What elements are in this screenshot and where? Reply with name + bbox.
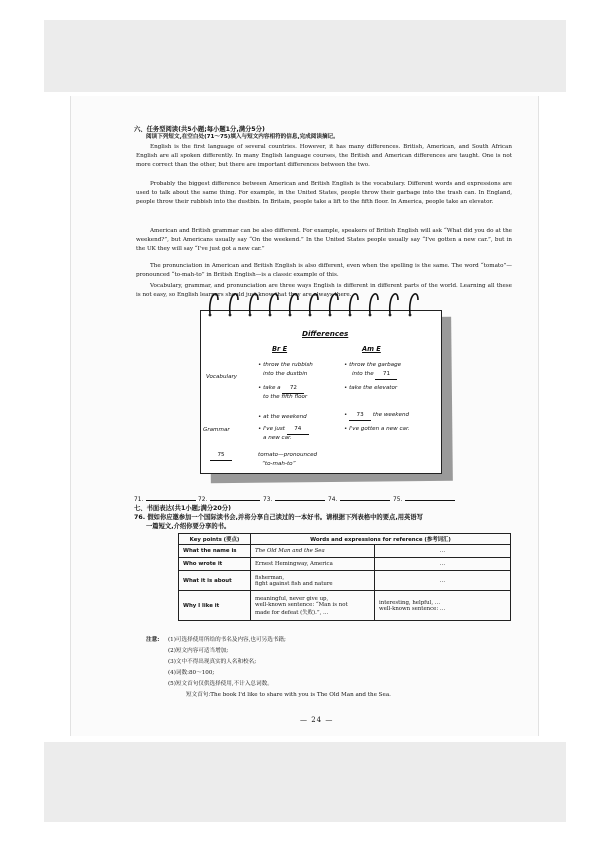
br-vocab-1b: into the dustbin: [263, 371, 308, 377]
am-grammar-2: • I've gotten a new car.: [344, 426, 410, 432]
note-3: (3)文中不得出现真实的人名和校名;: [168, 659, 257, 665]
question76-line2: 一篇短文,介绍你要分享的书。: [146, 523, 231, 530]
answer-74[interactable]: 74.: [328, 494, 390, 503]
header-reference-words: Words and expressions for reference (参考词汇): [251, 534, 511, 545]
answer-75[interactable]: 75.: [393, 494, 455, 503]
table-row: [179, 591, 511, 621]
note-1: (1)可选择使用所给的书名及内容,也可另选书籍;: [168, 637, 286, 643]
br-vocab-2b: to the fifth floor: [263, 394, 308, 400]
key-name: What the name is: [179, 545, 251, 558]
answer-73[interactable]: 73.: [263, 494, 325, 503]
notes-label: 注意:: [146, 637, 160, 643]
page-number: — 24 —: [300, 716, 334, 724]
ref-author: Ernest Hemingway, America: [251, 558, 375, 571]
ref-book-title: The Old Man and the Sea: [251, 545, 375, 558]
ref-about: fisherman, fight against fish and nature: [251, 571, 375, 591]
br-pronunciation-1: tomato—pronounced: [258, 452, 318, 458]
am-grammar-1: • 73 the weekend: [344, 411, 409, 421]
am-vocab-2: • take the elevator: [344, 385, 398, 391]
note-2: (2)短文内容可适当增加;: [168, 648, 229, 654]
key-author: Who wrote it: [179, 558, 251, 571]
table-header-row: [179, 534, 511, 545]
key-about: What it is about: [179, 571, 251, 591]
blank-74: 74: [287, 425, 309, 435]
note-5: (5)短文首句仅供选择使用,不计入总词数。: [168, 681, 273, 687]
notebook-spiral-rings: [204, 284, 438, 318]
br-grammar-1: • at the weekend: [258, 414, 307, 420]
column-br-english: Br E: [272, 345, 288, 353]
br-vocab-2: • take a 72: [258, 384, 304, 394]
reading-paragraph-3: American and British grammar can be also different. For example, speakers of British English will ask “What did you do at the weekend?”, but Americans usually say “On the weekend.” In the United States people usually say “I've gotten a new car.”, but in the UK they will say “I've just got a new car.”: [136, 228, 512, 252]
section6-instruction: 阅读下列短文,在空白处(71～75)填入与短文内容相符的信息,完成阅读摘记。: [146, 134, 339, 140]
ref-why-extra: interesting, helpful, … well-known sentence: …: [375, 591, 511, 621]
br-grammar-2b: a new car.: [263, 435, 292, 441]
ref-more: …: [375, 571, 511, 591]
row-label-vocabulary: Vocabulary: [206, 374, 238, 380]
scan-margin-bottom: [44, 742, 566, 822]
key-why: Why I like it: [179, 591, 251, 621]
scan-margin-top: [44, 20, 566, 92]
reading-paragraph-4: The pronunciation in American and British English is also different, even when the spelling is the same. The word “tomato”—pronounced “to-mah-to” in British English—is a classic example of this.: [136, 263, 512, 278]
row-label-pronunciation: [210, 451, 232, 461]
blank-72: 72: [282, 384, 304, 394]
table-row: [179, 545, 511, 558]
header-key-points: Key points (要点): [179, 534, 251, 545]
answer-72[interactable]: 72.: [198, 494, 260, 503]
ref-more: …: [375, 545, 511, 558]
blank-75: 75: [210, 451, 232, 461]
section7-heading: 七、书面表达(共1小题;满分20分): [134, 505, 231, 512]
table-row: [179, 571, 511, 591]
br-grammar-2: • I've just 74: [258, 425, 309, 435]
reading-paragraph-1: English is the first language of several countries. However, it has many differences. British, American, and South African English are all spoken differently. In many English language courses, the British and American differences are taught. One is not more correct than the other, but there are important differences between the two.: [136, 144, 512, 168]
table-row: [179, 558, 511, 571]
column-am-english: Am E: [362, 345, 381, 353]
am-vocab-1b: into the 71: [352, 370, 397, 380]
note-4: (4)词数:80～100;: [168, 670, 215, 676]
row-label-grammar: Grammar: [203, 427, 230, 433]
br-vocab-1a: • throw the rubbish: [258, 362, 313, 368]
notebook-title: Differences: [302, 329, 349, 338]
blank-71: 71: [375, 370, 397, 380]
am-vocab-1a: • throw the garbage: [344, 362, 402, 368]
reading-paragraph-2: Probably the biggest difference between American and British English is the vocabulary. Different words and expressions are used to talk about the same thing. For example, in the United States, people throw their garbage into the trash can. In England, people throw their rubbish into the dustbin. In Britain, people take a lift to the fifth floor. In America, people take an elevator.: [136, 181, 512, 205]
ref-more: …: [375, 558, 511, 571]
answer-71[interactable]: 71.: [134, 494, 196, 503]
key-points-table: [178, 533, 511, 621]
question76-line1: 76. 假如你应邀参加一个国际读书会,并将分享自己读过的一本好书。请根据下列表格中的要点,用英语写: [134, 514, 423, 521]
blank-73: 73: [349, 411, 371, 421]
first-sentence: 短文首句:The book I'd like to share with you is The Old Man and the Sea.: [186, 692, 391, 698]
reading-paragraph-5: Vocabulary, grammar, and pronunciation are three ways English is different in different parts of the world. Learning all these is not easy, so English learners should just know that they are always there.: [136, 283, 512, 298]
section6-heading: 六、任务型阅读(共5小题;每小题1分,满分5分): [134, 126, 265, 133]
br-pronunciation-2: “to-mah-to”: [262, 461, 296, 467]
ref-why: meaningful, never give up, well-known sentence: “Man is not made for defeat (失败).”, …: [251, 591, 375, 621]
